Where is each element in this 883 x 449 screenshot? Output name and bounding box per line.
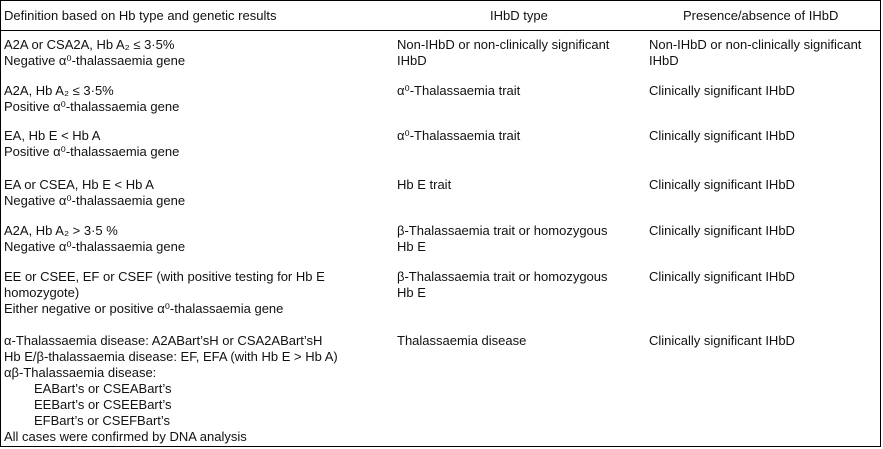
row-6-definition — [4, 269, 325, 317]
row-5-presence — [649, 223, 795, 239]
header-rule — [1, 30, 880, 31]
table-cell-line: homozygote) — [4, 285, 80, 300]
table-cell-line: Hb E/β-thalassaemia disease: EF, EFA (with Hb E > Hb A) — [4, 349, 338, 364]
table-cell-line: Negative α⁰-thalassaemia gene — [4, 239, 186, 254]
table-cell-line: Negative α⁰-thalassaemia gene — [4, 193, 186, 208]
table-cell-line: α⁰-Thalassaemia trait — [397, 128, 521, 143]
table-cell-line: α⁰-Thalassaemia trait — [397, 83, 521, 98]
row-4-type — [397, 177, 451, 193]
table-cell-line: β-Thalassaemia trait or homozygous — [397, 269, 608, 284]
table-cell-line: EABart’s or CSEABart’s — [34, 381, 172, 396]
header-definition: Definition based on Hb type and genetic results — [4, 8, 277, 23]
table-cell-line: β-Thalassaemia trait or homozygous — [397, 223, 608, 238]
row-6-type — [397, 269, 608, 301]
table-cell-line: A2A or CSA2A, Hb A₂ ≤ 3·5% — [4, 37, 175, 52]
row-7-presence — [649, 333, 795, 349]
table-cell-line: EEBart’s or CSEEBart’s — [34, 397, 172, 412]
table-cell-line: Non-IHbD or non-clinically significant — [397, 37, 610, 52]
table-cell-line: EA or CSEA, Hb E < Hb A — [4, 177, 154, 192]
table-cell-line: EFBart’s or CSEFBart’s — [34, 413, 171, 428]
table-cell-line: Clinically significant IHbD — [649, 223, 795, 238]
row-3-presence — [649, 128, 795, 144]
table-cell-line: All cases were confirmed by DNA analysis — [4, 429, 247, 444]
table-cell-line: Clinically significant IHbD — [649, 128, 795, 143]
table-cell-line: Clinically significant IHbD — [649, 333, 795, 348]
table-cell-line: IHbD — [397, 53, 427, 68]
row-7-type — [397, 333, 526, 349]
row-4-presence — [649, 177, 795, 193]
table-cell-line: Positive α⁰-thalassaemia gene — [4, 99, 180, 114]
row-2-type — [397, 83, 520, 99]
row-3-definition — [4, 128, 179, 160]
table-cell-line: α-Thalassaemia disease: A2ABart’sH or CSA2ABart’sH — [4, 333, 323, 348]
header-presence: Presence/absence of IHbD — [683, 8, 839, 23]
row-4-definition — [4, 177, 185, 209]
table-cell-line: A2A, Hb A₂ ≤ 3·5% — [4, 83, 114, 98]
table-cell-line: Clinically significant IHbD — [649, 177, 795, 192]
table-cell-line: Either negative or positive α⁰-thalassaemia gene — [4, 301, 284, 316]
table-cell-line: IHbD — [649, 53, 679, 68]
table-cell-line: A2A, Hb A₂ > 3·5 % — [4, 223, 118, 238]
table-cell-line: EE or CSEE, EF or CSEF (with positive testing for Hb E — [4, 269, 325, 284]
row-5-definition — [4, 223, 185, 255]
table-cell-line: Clinically significant IHbD — [649, 269, 795, 284]
row-1-definition — [4, 37, 185, 69]
table-cell-line: Clinically significant IHbD — [649, 83, 795, 98]
header-ihbd-type: IHbD type — [490, 8, 548, 23]
table-cell-line: Non-IHbD or non-clinically significant — [649, 37, 862, 52]
table-cell-line: Positive α⁰-thalassaemia gene — [4, 144, 180, 159]
table-cell-line: EA, Hb E < Hb A — [4, 128, 101, 143]
row-7-definition — [4, 333, 338, 445]
table-cell-line: Hb E — [397, 239, 426, 254]
table-cell-line: Thalassaemia disease — [397, 333, 527, 348]
row-5-type — [397, 223, 608, 255]
row-1-type — [397, 37, 609, 69]
table-cell-line: αβ-Thalassaemia disease: — [4, 365, 157, 380]
row-2-definition — [4, 83, 179, 115]
table-cell-line: Hb E — [397, 285, 426, 300]
table-cell-line: Hb E trait — [397, 177, 452, 192]
row-6-presence — [649, 269, 795, 285]
row-1-presence — [649, 37, 861, 69]
row-2-presence — [649, 83, 795, 99]
table-cell-line: Negative α⁰-thalassaemia gene — [4, 53, 186, 68]
row-3-type — [397, 128, 520, 144]
